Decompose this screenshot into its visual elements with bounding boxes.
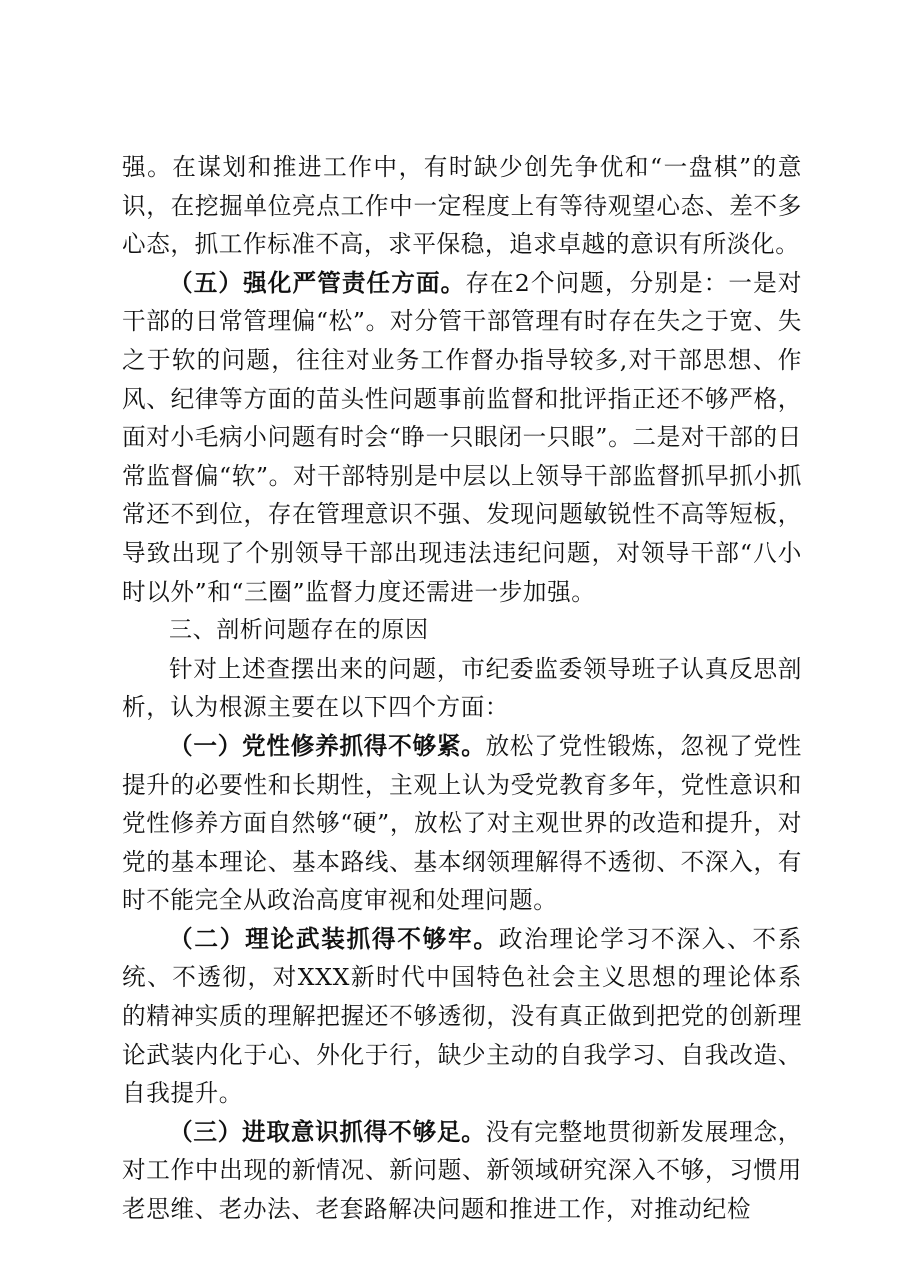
document-body xyxy=(122,148,802,1229)
paragraph-intro xyxy=(122,650,802,727)
paragraph-1 xyxy=(122,148,802,264)
reason-2-heading: （二）理论武装抓得不够牢。 xyxy=(169,924,499,953)
intro-text: 针对上述查摆出来的问题，市纪委监委领导班子认真反思剖析，认为根源主要在以下四个方面： xyxy=(122,654,802,722)
section-3-heading: 三、剖析问题存在的原因 xyxy=(169,617,429,644)
reason-1-text: 放松了党性锻炼，忽视了党性提升的必要性和长期性，主观上认为受党教育多年，党性意识和党性修养方面自然够“硬”，放松了对主观世界的改造和提升，对党的基本理论、基本路线、基本纲领理解得不透彻、不深入，有时不能完全从政治高度审视和处理问题。 xyxy=(122,731,802,915)
paragraph-1-text: 强。在谋划和推进工作中，有时缺少创先争优和“一盘棋”的意识，在挖掘单位亮点工作中一定程度上有等待观望心态、差不多心态，抓工作标准不高，求平保稳，追求卓越的意识有所淡化。 xyxy=(122,153,802,259)
section-5-text: 存在2个问题，分别是：一是对干部的日常管理偏“松”。对分管干部管理有时存在失之于宽、失之于软的问题，往往对业务工作督办指导较多,对干部思想、作风、纪律等方面的苗头性问题事前监督和批评指正还不够严格，面对小毛病小问题有时会“睁一只眼闭一只眼”。二是对干部的日常监督偏“软”。对干部特别是中层以上领导干部监督抓早抓小抓常还不到位，存在管理意识不强、发现问题敏锐性不高等短板，导致出现了个别领导干部出现违法违纪问题，对领导干部“八小时以外”和“三圈”监督力度还需进一步加强。 xyxy=(122,268,802,606)
paragraph-reason-1 xyxy=(122,727,802,920)
reason-3-text: 没有完整地贯彻新发展理念，对工作中出现的新情况、新问题、新领域研究深入不够，习惯用老思维、老办法、老套路解决问题和推进工作，对推动纪检 xyxy=(122,1117,802,1224)
reason-1-heading: （一）党性修养抓得不够紧。 xyxy=(169,731,486,760)
paragraph-reason-2 xyxy=(122,920,802,1113)
paragraph-reason-3 xyxy=(122,1113,802,1229)
section-5-heading: （五）强化严管责任方面。 xyxy=(169,268,466,297)
reason-3-heading: （三）进取意识抓得不够足。 xyxy=(169,1117,486,1146)
paragraph-section-5 xyxy=(122,264,802,611)
reason-2-text: 政治理论学习不深入、不系统、不透彻，对XXX新时代中国特色社会主义思想的理论体系的精神实质的理解把握还不够透彻，没有真正做到把党的创新理论武装内化于心、外化于行，缺少主动的自我学习、自我改造、自我提升。 xyxy=(122,924,802,1108)
